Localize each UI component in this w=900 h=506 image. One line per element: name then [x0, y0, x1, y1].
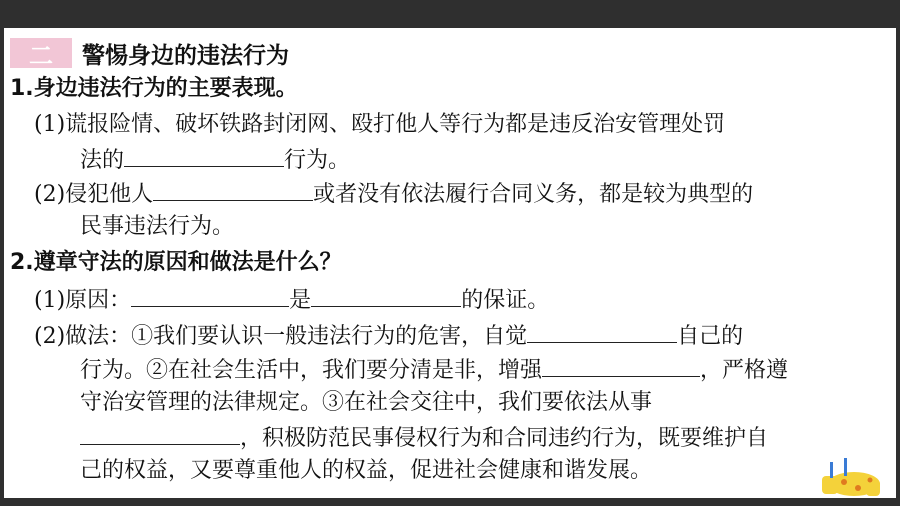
q1-item1-text-a: 法的	[80, 148, 125, 173]
q2-item1-text-c: 的保证。	[461, 288, 550, 313]
answer-blank[interactable]	[124, 144, 284, 167]
q1-item1-text-b: 行为。	[284, 148, 351, 173]
q2-item1-text-b: 是	[289, 288, 312, 313]
q1-item2-text-b: 或者没有依法履行合同义务，都是较为典型的	[313, 182, 754, 207]
section-title: 警惕身边的违法行为	[82, 42, 289, 69]
answer-blank[interactable]	[153, 178, 313, 201]
q2-item2-text-e: ，积极防范民事侵权行为和合同违约行为，既要维护自	[240, 426, 769, 451]
cartoon-decoration-icon	[800, 454, 888, 498]
q1-item2-text-a: (2)侵犯他人	[34, 182, 154, 207]
worksheet-page	[4, 28, 896, 498]
question-2-heading: 2.遵章守法的原因和做法是什么？	[10, 250, 342, 275]
answer-blank[interactable]	[542, 354, 700, 377]
q2-item2-text-c: 行为。②在社会生活中，我们要分清是非，增强	[80, 358, 543, 383]
q2-item1	[34, 284, 549, 316]
q2-item2-line3: 守治安管理的法律规定。③在社会交往中，我们要依法从事	[80, 390, 653, 415]
q2-item2-line4	[80, 422, 768, 454]
q2-item2-text-b: 自己的	[677, 324, 744, 349]
answer-blank[interactable]	[311, 284, 461, 307]
q2-item2-line5: 己的权益，又要尊重他人的权益，促进社会健康和谐发展。	[80, 458, 653, 483]
q1-item1-line2	[80, 144, 350, 176]
answer-blank[interactable]	[80, 422, 240, 445]
section-header	[10, 36, 289, 70]
q2-item2-line1	[34, 320, 743, 352]
q1-item2-line1	[34, 178, 753, 210]
answer-blank[interactable]	[527, 320, 677, 343]
q1-item1-line1: (1)谎报险情、破坏铁路封闭网、殴打他人等行为都是违反治安管理处罚	[34, 112, 726, 137]
answer-blank[interactable]	[131, 284, 289, 307]
q2-item2-text-d: ，严格遵	[700, 358, 789, 383]
q2-item2-text-a: (2)做法：①我们要认识一般违法行为的危害，自觉	[34, 324, 528, 349]
q2-item2-line2	[80, 354, 788, 386]
q2-item1-text-a: (1)原因：	[34, 288, 132, 313]
q1-item2-line2: 民事违法行为。	[80, 214, 235, 239]
question-1-heading: 1.身边违法行为的主要表现。	[10, 76, 298, 101]
section-number-badge: 二	[10, 38, 72, 68]
